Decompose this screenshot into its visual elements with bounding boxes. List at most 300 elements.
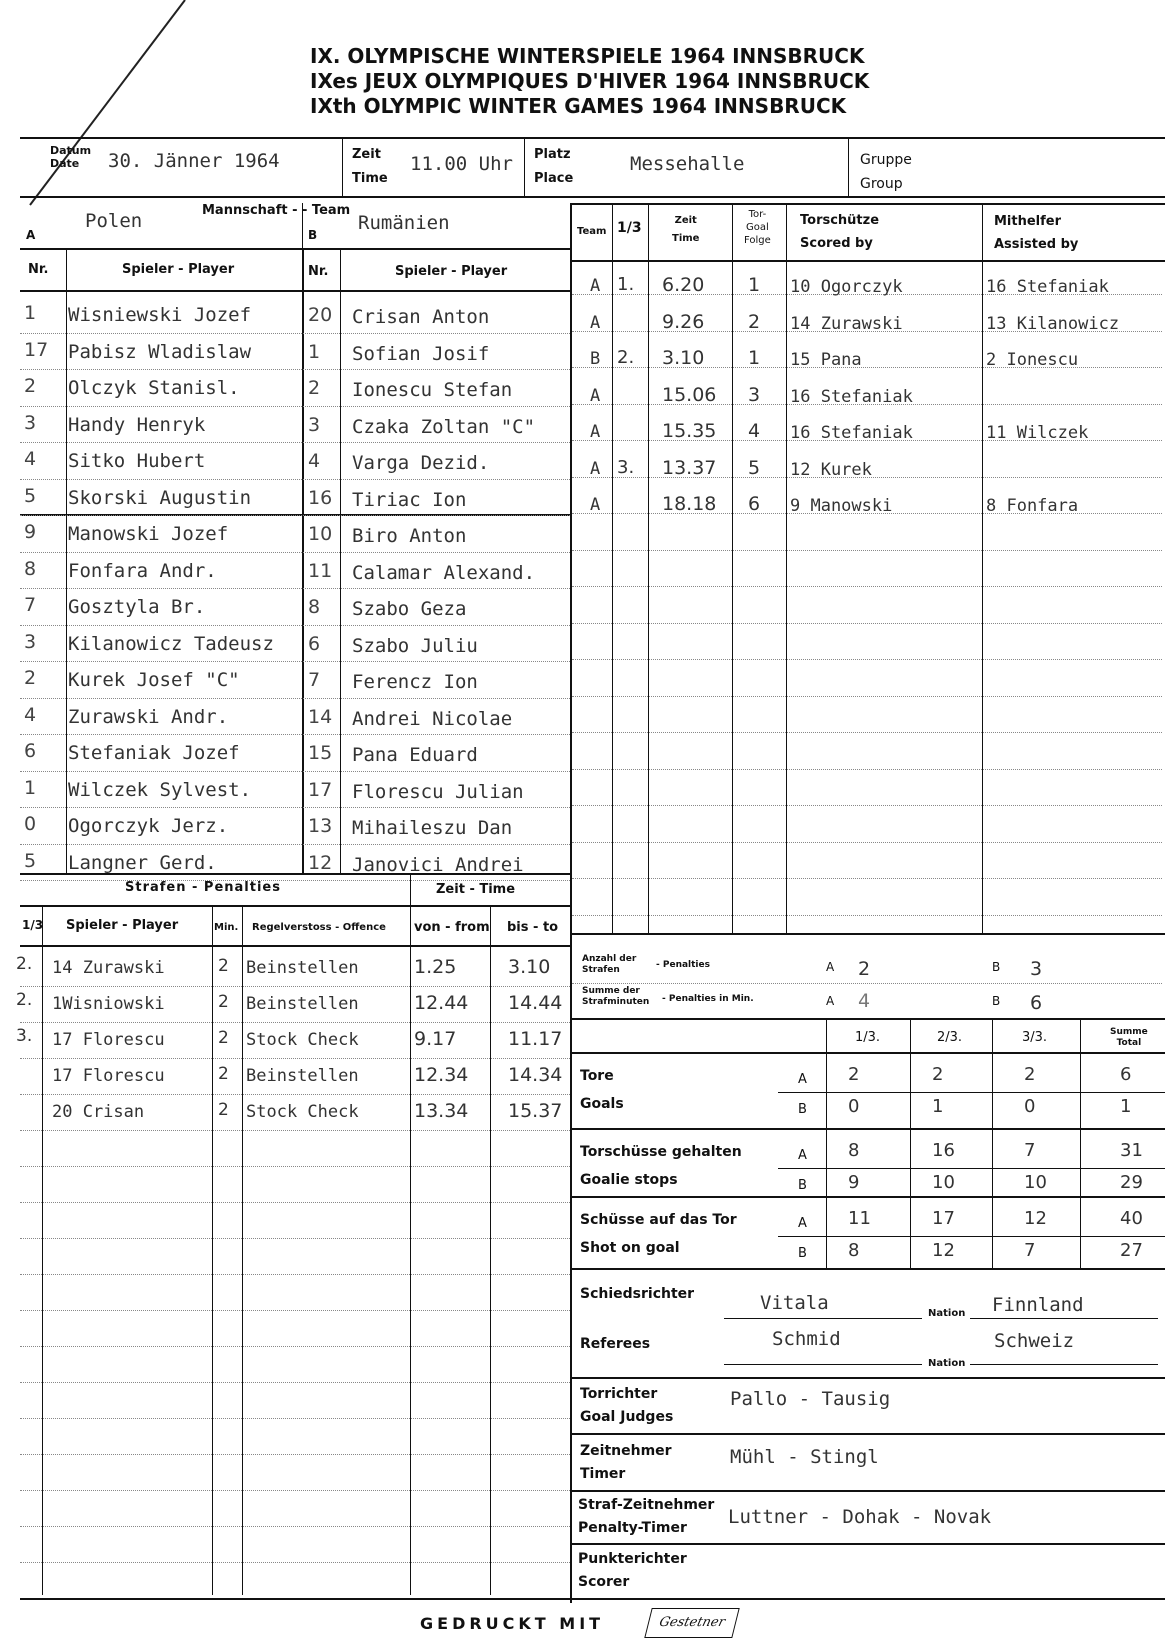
goal-judges-label-de: Torrichter bbox=[580, 1386, 658, 1402]
col-player-a: Spieler - Player bbox=[122, 262, 235, 277]
player-a-number: 4 bbox=[24, 448, 37, 470]
player-row-rule bbox=[20, 698, 570, 699]
team-b-letter: B bbox=[308, 228, 318, 242]
goals-col-divider bbox=[612, 203, 613, 933]
time-label-en: Time bbox=[352, 171, 388, 186]
penalty-player: 17 Florescu bbox=[52, 1066, 165, 1086]
shots-b-value: 7 bbox=[1024, 1240, 1036, 1261]
goals-a-value: 2 bbox=[1024, 1064, 1036, 1085]
stops-a-value: 16 bbox=[932, 1140, 955, 1161]
timer-rule bbox=[570, 1490, 1165, 1492]
goal-sequence: 3 bbox=[748, 383, 761, 406]
penalty-timer-rule bbox=[570, 1543, 1165, 1545]
goal-scorer: 16 Stefaniak bbox=[790, 423, 913, 443]
pen-count-label-1: Anzahl der bbox=[582, 954, 637, 964]
goals-row-rule bbox=[572, 586, 1162, 587]
goals-col-divider bbox=[982, 203, 983, 933]
col-divider bbox=[66, 248, 67, 873]
goal-assist: 8 Fonfara bbox=[986, 496, 1079, 516]
place-label bbox=[534, 143, 573, 191]
penalty-to: 14.44 bbox=[508, 992, 563, 1014]
goals-row-rule bbox=[572, 915, 1162, 916]
goals-col-assist-de: Mithelfer bbox=[994, 214, 1062, 229]
player-row-rule bbox=[20, 406, 570, 407]
penalty-third: 2. bbox=[16, 954, 33, 974]
stats-col-2: 2/3. bbox=[937, 1030, 963, 1045]
team-b-name: Rumänien bbox=[358, 212, 450, 234]
goal-team: A bbox=[590, 385, 601, 406]
goals-col-assist-en: Assisted by bbox=[994, 237, 1079, 252]
goals-b-value: 0 bbox=[848, 1096, 860, 1117]
player-a-name: Wilczek Sylvest. bbox=[68, 778, 252, 801]
player-b-name: Ferencz Ion bbox=[352, 671, 478, 693]
section-divider bbox=[570, 203, 572, 1603]
goals-row-rule bbox=[572, 769, 1162, 770]
penalty-minutes: 2 bbox=[218, 1064, 229, 1084]
goal-team: A bbox=[590, 276, 601, 296]
goals-col-scorer bbox=[800, 209, 879, 255]
penalty-timer: Luttner - Dohak - Novak bbox=[728, 1506, 992, 1528]
goal-time: 18.18 bbox=[662, 493, 717, 515]
player-a-number: 4 bbox=[24, 703, 37, 726]
goals-b-value: 1 bbox=[1120, 1096, 1132, 1117]
penalty-from: 13.34 bbox=[414, 1100, 469, 1122]
gestetner-logo: Gestetner bbox=[644, 1608, 739, 1638]
title-line-en: IXth OLYMPIC WINTER GAMES 1964 INNSBRUCK bbox=[310, 94, 847, 118]
penalties-time-title: Zeit - Time bbox=[436, 882, 516, 897]
penalty-row-rule bbox=[20, 1238, 570, 1239]
group-label-de: Gruppe bbox=[860, 152, 912, 168]
timer: Mühl - Stingl bbox=[730, 1446, 879, 1468]
goals-b-value: 0 bbox=[1024, 1096, 1036, 1117]
goal-third: 2. bbox=[617, 347, 635, 368]
time-label-de: Zeit bbox=[352, 147, 381, 162]
penalty-row-rule bbox=[20, 1382, 570, 1383]
group-label bbox=[860, 148, 912, 196]
player-a-number: 3 bbox=[24, 411, 37, 434]
pen-min-label-1: Summe der bbox=[582, 986, 640, 996]
goals-top-rule bbox=[570, 203, 1165, 205]
pen-col-offence: Regelverstoss - Offence bbox=[252, 922, 386, 933]
stats-col-divider bbox=[910, 1018, 911, 1268]
penalty-row-rule bbox=[20, 1310, 570, 1311]
player-b-number: 13 bbox=[308, 815, 333, 837]
goal-time: 3.10 bbox=[662, 347, 705, 369]
penalty-minutes: 2 bbox=[218, 992, 229, 1012]
pen-count-b: 3 bbox=[1030, 958, 1043, 980]
shots-a-value: 40 bbox=[1120, 1208, 1143, 1229]
penalty-row-rule bbox=[20, 1274, 570, 1275]
pen-col-divider bbox=[242, 905, 243, 1595]
penalty-from: 1.25 bbox=[414, 956, 457, 978]
stats-col-divider bbox=[826, 1018, 827, 1268]
stops-b-value: 10 bbox=[1024, 1172, 1047, 1193]
goals-col-seq-1: Tor- bbox=[748, 209, 767, 220]
goal-sequence: 5 bbox=[748, 456, 761, 479]
penalty-row-rule bbox=[20, 1094, 570, 1095]
goals-col-time-de: Zeit bbox=[674, 215, 697, 226]
goals-a-value: 2 bbox=[932, 1064, 944, 1085]
time-value: 11.00 Uhr bbox=[410, 153, 513, 175]
scorer-label bbox=[578, 1548, 687, 1594]
col-divider bbox=[340, 248, 341, 873]
goal-time: 15.06 bbox=[662, 383, 717, 406]
penalties-subheader-rule bbox=[20, 905, 570, 907]
player-a-name: Handy Henryk bbox=[68, 413, 206, 436]
player-a-number: 3 bbox=[24, 630, 37, 653]
goals-col-seq-2: Goal bbox=[746, 222, 769, 233]
nation-2-line bbox=[970, 1364, 1158, 1365]
summary-rule bbox=[572, 983, 1162, 984]
stats-top-rule bbox=[570, 1018, 1165, 1020]
player-b-number: 7 bbox=[308, 669, 321, 691]
player-a-name: Wisniewski Jozef bbox=[68, 304, 252, 326]
stops-a-value: 7 bbox=[1024, 1140, 1036, 1161]
goal-team: A bbox=[590, 495, 601, 515]
nation-label-1: Nation bbox=[928, 1308, 966, 1319]
stops-label-de: Torschüsse gehalten bbox=[580, 1144, 742, 1160]
meta-bottom-rule bbox=[20, 196, 1165, 198]
player-a-name: Olczyk Stanisl. bbox=[68, 377, 240, 399]
penalty-row-rule bbox=[20, 1022, 570, 1023]
player-b-name: Szabo Geza bbox=[352, 598, 467, 620]
penalty-to: 15.37 bbox=[508, 1100, 563, 1122]
stops-b-value: 10 bbox=[932, 1172, 955, 1193]
player-a-number: 9 bbox=[24, 521, 37, 543]
pen-min-b: 6 bbox=[1030, 992, 1043, 1014]
penalty-player: 14 Zurawski bbox=[52, 958, 165, 978]
date-label-en: Date bbox=[50, 157, 80, 170]
penalty-to: 3.10 bbox=[508, 956, 551, 978]
penalty-row-rule bbox=[20, 1454, 570, 1455]
goals-row-rule bbox=[572, 623, 1162, 624]
player-b-number: 20 bbox=[308, 304, 333, 326]
shots-mid-rule bbox=[778, 1236, 1165, 1237]
col-nr-b: Nr. bbox=[308, 264, 329, 279]
goal-scorer: 14 Zurawski bbox=[790, 313, 903, 334]
stops-team-b: B bbox=[798, 1178, 807, 1193]
pen-min-a-label: A bbox=[826, 994, 835, 1008]
player-b-name: Czaka Zoltan "C" bbox=[352, 415, 536, 438]
player-b-number: 6 bbox=[308, 632, 321, 655]
pen-min-b-label: B bbox=[992, 994, 1001, 1008]
player-b-name: Tiriac Ion bbox=[352, 488, 467, 511]
player-row-rule bbox=[20, 369, 570, 370]
player-a-name: Zurawski Andr. bbox=[68, 705, 229, 728]
player-b-number: 2 bbox=[308, 377, 321, 399]
penalty-offence: Stock Check bbox=[246, 1102, 359, 1122]
player-row-rule bbox=[20, 661, 570, 662]
timer-label-de: Zeitnehmer bbox=[580, 1443, 672, 1459]
player-b-name: Andrei Nicolae bbox=[352, 707, 513, 730]
goal-time: 13.37 bbox=[662, 456, 717, 479]
player-b-number: 10 bbox=[308, 523, 333, 545]
scorer-label-de: Punkterichter bbox=[578, 1551, 687, 1567]
goal-sequence: 1 bbox=[748, 347, 761, 369]
shots-team-a: A bbox=[798, 1216, 807, 1231]
place-value: Messehalle bbox=[630, 153, 745, 175]
player-b-name: Sofian Josif bbox=[352, 342, 490, 365]
title-line-de: IX. OLYMPISCHE WINTERSPIELE 1964 INNSBRUCK bbox=[310, 44, 865, 68]
goals-row-rule bbox=[572, 696, 1162, 697]
player-a-number: 8 bbox=[24, 557, 37, 580]
pen-col-divider bbox=[212, 905, 213, 1595]
stats-col-total-de: Summe bbox=[1110, 1027, 1148, 1037]
stops-label-en: Goalie stops bbox=[580, 1172, 678, 1188]
place-label-en: Place bbox=[534, 171, 574, 186]
player-b-number: 14 bbox=[308, 705, 333, 728]
penalty-third: 2. bbox=[16, 990, 33, 1010]
penalty-timer-label-en: Penalty-Timer bbox=[578, 1520, 687, 1536]
stops-b-value: 29 bbox=[1120, 1172, 1143, 1193]
goal-scorer: 15 Pana bbox=[790, 350, 862, 370]
timer-label bbox=[580, 1440, 672, 1486]
goals-b-value: 1 bbox=[932, 1096, 944, 1117]
penalty-player: 20 Crisan bbox=[52, 1102, 145, 1122]
pen-col-to: bis - to bbox=[507, 920, 559, 935]
goals-a-value: 6 bbox=[1120, 1064, 1132, 1085]
pen-count-a-label: A bbox=[826, 960, 835, 974]
penalty-row-rule bbox=[20, 1166, 570, 1167]
goals-mid-rule bbox=[778, 1092, 1165, 1093]
time-label bbox=[352, 143, 388, 191]
player-b-number: 3 bbox=[308, 413, 321, 436]
penalty-offence: Beinstellen bbox=[246, 958, 359, 978]
player-b-number: 11 bbox=[308, 559, 333, 582]
player-a-number: 2 bbox=[24, 667, 37, 689]
referees-label-en: Referees bbox=[580, 1336, 651, 1352]
penalty-row-rule bbox=[20, 1418, 570, 1419]
place-label-de: Platz bbox=[534, 147, 571, 162]
goals-label-de: Tore bbox=[580, 1068, 614, 1084]
stats-col-divider bbox=[1080, 1018, 1081, 1268]
player-a-name: Stefaniak Jozef bbox=[68, 742, 240, 764]
player-header-rule bbox=[20, 290, 570, 292]
player-b-number: 12 bbox=[308, 851, 333, 874]
referees-rule bbox=[570, 1377, 1165, 1379]
penalty-from: 12.44 bbox=[414, 992, 469, 1014]
goals-col-team: Team bbox=[577, 226, 607, 237]
goal-sequence: 1 bbox=[748, 274, 761, 296]
goal-scorer: 16 Stefaniak bbox=[790, 386, 913, 407]
penalty-row-rule bbox=[20, 1490, 570, 1491]
player-b-name: Pana Eduard bbox=[352, 744, 478, 766]
referee-2-line bbox=[724, 1364, 922, 1365]
goals-col-third: 1/3 bbox=[617, 220, 642, 236]
pen-count-b-label: B bbox=[992, 960, 1001, 974]
player-a-number: 2 bbox=[24, 375, 37, 397]
goals-team-a: A bbox=[798, 1072, 807, 1087]
penalty-row-rule bbox=[20, 1346, 570, 1347]
player-a-number: 6 bbox=[24, 740, 37, 762]
goals-col-scorer-de: Torschütze bbox=[800, 213, 880, 228]
penalty-third: 3. bbox=[16, 1026, 33, 1046]
shots-b-value: 27 bbox=[1120, 1240, 1143, 1261]
stats-col-1: 1/3. bbox=[855, 1030, 881, 1045]
goals-row-rule bbox=[572, 550, 1162, 551]
shots-team-b: B bbox=[798, 1246, 807, 1261]
penalty-from: 9.17 bbox=[414, 1028, 457, 1050]
goal-sequence: 2 bbox=[748, 310, 761, 333]
penalty-player: 1Wisniowski bbox=[52, 994, 165, 1014]
goals-a-value: 2 bbox=[848, 1064, 860, 1085]
goals-header-rule bbox=[570, 260, 1165, 262]
player-b-name: Florescu Julian bbox=[352, 780, 524, 803]
stops-team-a: A bbox=[798, 1148, 807, 1163]
player-b-number: 15 bbox=[308, 742, 333, 764]
goal-scorer: 12 Kurek bbox=[790, 459, 872, 480]
stats-header-rule bbox=[570, 1052, 1165, 1054]
penalty-minutes: 2 bbox=[218, 1100, 229, 1120]
penalty-row-rule bbox=[20, 1562, 570, 1563]
penalty-timer-label-de: Straf-Zeitnehmer bbox=[578, 1497, 715, 1513]
pen-count-label-2: Strafen bbox=[582, 965, 620, 975]
stats-col-total-en: Total bbox=[1116, 1038, 1142, 1048]
penalty-row-rule bbox=[20, 1058, 570, 1059]
penalties-title: Strafen - Penalties bbox=[125, 880, 281, 895]
player-row-rule bbox=[20, 442, 570, 443]
stops-a-value: 8 bbox=[848, 1140, 860, 1161]
penalty-timer-label bbox=[578, 1494, 714, 1540]
player-b-name: Biro Anton bbox=[352, 525, 467, 547]
group-label-en: Group bbox=[860, 176, 903, 192]
pen-min-label-3: - Penalties in Min. bbox=[662, 994, 754, 1004]
goal-assist: 11 Wilczek bbox=[986, 423, 1089, 443]
goal-judges-rule bbox=[570, 1433, 1165, 1435]
date-value: 30. Jänner 1964 bbox=[108, 150, 280, 172]
player-row-rule bbox=[20, 515, 570, 516]
goals-row-rule bbox=[572, 842, 1162, 843]
goals-row-rule bbox=[572, 805, 1162, 806]
col-player-b: Spieler - Player bbox=[395, 264, 508, 279]
player-a-name: Manowski Jozef bbox=[68, 523, 229, 545]
pen-count-label-3: - Penalties bbox=[656, 960, 710, 970]
page-title bbox=[310, 44, 869, 119]
shots-b-value: 8 bbox=[848, 1240, 860, 1261]
corner-fold-mark bbox=[0, 0, 200, 220]
player-b-number: 4 bbox=[308, 450, 321, 472]
referee-2: Schmid bbox=[772, 1328, 841, 1350]
pen-col-from: von - from bbox=[414, 920, 490, 935]
pen-min-a: 4 bbox=[858, 990, 871, 1012]
player-b-number: 17 bbox=[308, 778, 333, 801]
shots-a-value: 17 bbox=[932, 1208, 955, 1229]
timer-label-en: Timer bbox=[580, 1466, 626, 1482]
penalty-row-rule bbox=[20, 1202, 570, 1203]
player-b-number: 1 bbox=[308, 340, 321, 363]
goal-scorer: 9 Manowski bbox=[790, 496, 893, 516]
player-row-rule bbox=[20, 333, 570, 334]
shots-b-value: 12 bbox=[932, 1240, 955, 1261]
pen-col-divider bbox=[410, 905, 411, 1595]
player-b-name: Calamar Alexand. bbox=[352, 561, 536, 584]
goals-row-rule bbox=[572, 878, 1162, 879]
player-row-rule bbox=[20, 771, 570, 772]
penalty-row-rule bbox=[20, 986, 570, 987]
player-a-name: Kilanowicz Tadeusz bbox=[68, 632, 274, 655]
player-b-name: Ionescu Stefan bbox=[352, 379, 513, 401]
goal-sequence: 6 bbox=[748, 493, 761, 515]
penalty-row-rule bbox=[20, 1130, 570, 1131]
player-a-number: 5 bbox=[24, 484, 37, 507]
player-b-name: Szabo Juliu bbox=[352, 634, 478, 657]
col-divider bbox=[302, 248, 304, 873]
stops-b-value: 9 bbox=[848, 1172, 860, 1193]
pen-min-label-2: Strafminuten bbox=[582, 997, 650, 1007]
goal-third: 3. bbox=[617, 456, 635, 478]
goals-col-time-en: Time bbox=[672, 233, 700, 244]
team-names-rule bbox=[20, 248, 570, 250]
goal-time: 6.20 bbox=[662, 274, 705, 296]
player-a-name: Langner Gerd. bbox=[68, 851, 217, 874]
penalties-header-rule bbox=[20, 945, 570, 947]
goals-row-rule bbox=[572, 659, 1162, 660]
title-line-fr: IXes JEUX OLYMPIQUES D'HIVER 1964 INNSBRUCK bbox=[310, 69, 870, 93]
pen-min-label bbox=[582, 986, 649, 1008]
player-b-number: 8 bbox=[308, 596, 321, 618]
stops-a-value: 31 bbox=[1120, 1140, 1143, 1161]
player-b-name: Janovici Andrei bbox=[352, 853, 524, 876]
goal-assist: 16 Stefaniak bbox=[986, 277, 1109, 297]
penalty-to: 14.34 bbox=[508, 1064, 563, 1086]
goal-third: 1. bbox=[617, 274, 635, 295]
goals-label-en: Goals bbox=[580, 1096, 624, 1112]
meta-top-rule bbox=[20, 137, 1165, 139]
goals-col-divider bbox=[732, 203, 733, 933]
player-row-rule bbox=[20, 844, 570, 845]
pen-count-label bbox=[582, 954, 636, 976]
pen-col-divider bbox=[490, 905, 491, 1595]
referee-1: Vitala bbox=[760, 1292, 829, 1314]
player-a-name: Kurek Josef "C" bbox=[68, 669, 240, 691]
stats-goals-rule bbox=[570, 1128, 1165, 1130]
goals-col-assist bbox=[994, 210, 1078, 256]
scorer-label-en: Scorer bbox=[578, 1574, 630, 1590]
player-row-rule bbox=[20, 552, 570, 553]
summary-top-rule bbox=[570, 933, 1165, 935]
player-a-name: Skorski Augustin bbox=[68, 486, 252, 509]
pen-count-a: 2 bbox=[858, 958, 871, 980]
player-a-number: 17 bbox=[24, 338, 49, 361]
printed-with-label: GEDRUCKT MIT bbox=[420, 1614, 605, 1633]
goal-time: 9.26 bbox=[662, 310, 705, 333]
pen-col-third: 1/3 bbox=[22, 918, 44, 932]
nation-1: Finnland bbox=[992, 1294, 1084, 1316]
goal-sequence: 4 bbox=[748, 420, 761, 442]
goal-scorer: 10 Ogorczyk bbox=[790, 277, 903, 297]
shots-a-value: 11 bbox=[848, 1208, 871, 1229]
player-a-number: 1 bbox=[24, 776, 37, 799]
goal-time: 15.35 bbox=[662, 420, 717, 442]
goals-col-time bbox=[672, 212, 699, 248]
goal-team: A bbox=[590, 422, 601, 442]
team-divider bbox=[302, 203, 303, 248]
goals-col-divider bbox=[648, 203, 649, 933]
shots-label-en: Shot on goal bbox=[580, 1240, 680, 1256]
goal-team: A bbox=[590, 312, 601, 333]
player-b-name: Crisan Anton bbox=[352, 306, 490, 328]
goals-col-divider bbox=[786, 203, 787, 933]
meta-divider bbox=[848, 137, 849, 196]
player-a-name: Fonfara Andr. bbox=[68, 559, 217, 582]
goals-col-seq bbox=[744, 208, 771, 247]
player-a-name: Sitko Hubert bbox=[68, 450, 206, 472]
shots-a-value: 12 bbox=[1024, 1208, 1047, 1229]
penalty-offence: Beinstellen bbox=[246, 1066, 359, 1086]
penalty-row-rule bbox=[20, 1526, 570, 1527]
player-a-number: 7 bbox=[24, 594, 37, 616]
stats-col-divider bbox=[992, 1018, 993, 1268]
